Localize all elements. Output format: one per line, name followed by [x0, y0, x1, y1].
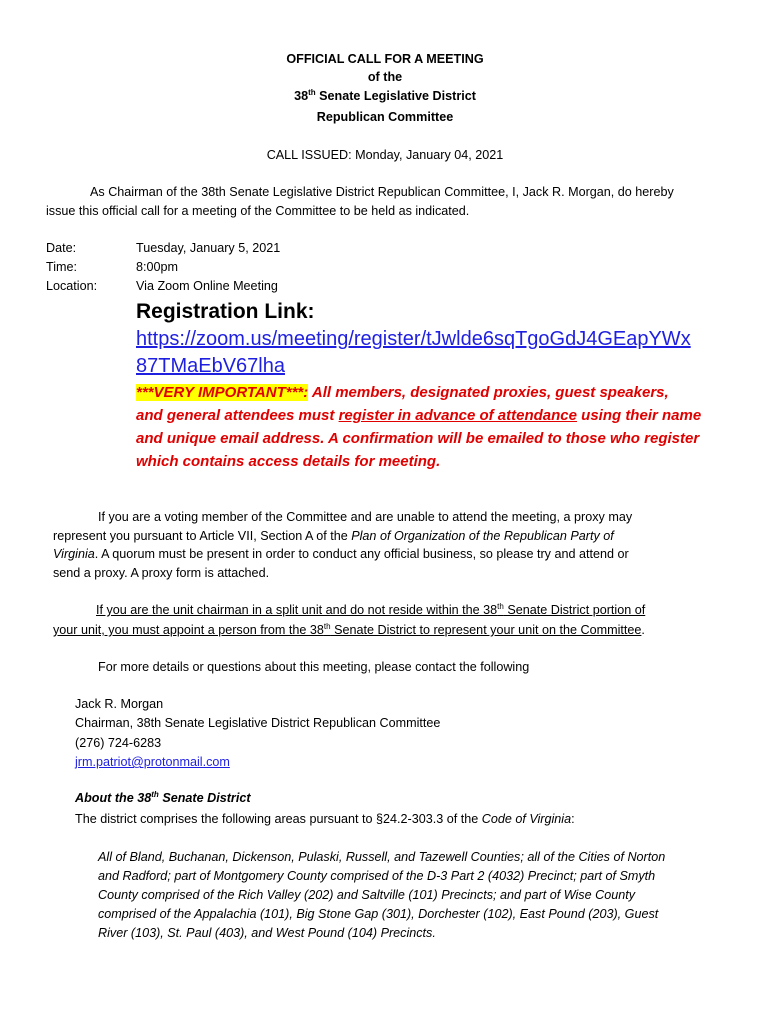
areas-line-4: comprised of the Appalachia (101), Big Stone Gap (301), Dorchester (102), East Pound (203), Guest — [98, 907, 659, 921]
areas-line-5: River (103), St. Paul (403), and West Pound (104) Precincts. — [98, 926, 436, 940]
date-value: Tuesday, January 5, 2021 — [136, 241, 281, 255]
intro-line-1: As Chairman of the 38th Senate Legislative District Republican Committee, I, Jack R. Morgan, do hereby — [90, 185, 674, 199]
time-label: Time: — [46, 260, 78, 274]
header-line-4: Republican Committee — [316, 110, 454, 124]
split-unit-line-1-pre: If you are the unit chairman in a split unit and do not reside within the 38 — [96, 603, 498, 617]
location-row — [46, 279, 278, 293]
about-line-text: The district comprises the following areas pursuant to §24.2-303.3 of the — [75, 812, 482, 826]
proxy-line-2 — [53, 529, 614, 543]
split-unit-line-1-sup: th — [497, 601, 504, 611]
registration-title: Registration Link: — [136, 300, 315, 323]
about-line — [75, 812, 575, 826]
areas-line-2: and Radford; part of Montgomery County comprised of the D-3 Part 2 (4032) Precinct; part of Smyth — [98, 869, 656, 883]
split-unit-line-1 — [62, 603, 645, 617]
contact-title: Chairman, 38th Senate Legislative District Republican Committee — [75, 716, 441, 730]
proxy-line-3-text: . A quorum must be present in order to conduct any official business, so please try and attend or — [94, 547, 629, 561]
contact-intro: For more details or questions about this meeting, please contact the following — [98, 660, 530, 674]
proxy-line-4: send a proxy. A proxy form is attached. — [53, 566, 270, 580]
contact-email-link[interactable]: jrm.patriot@protonmail.com — [75, 755, 230, 769]
call-issued: CALL ISSUED: Monday, January 04, 2021 — [266, 148, 504, 162]
header-line-3 — [0, 89, 770, 103]
registration-link-line-2[interactable]: 87TMaEbV67lha — [136, 355, 285, 377]
warning-line-1 — [136, 384, 669, 401]
proxy-line-1: If you are a voting member of the Committee and are unable to attend the meeting, a proxy may — [98, 510, 633, 524]
intro-line-2: issue this official call for a meeting of the Committee to be held as indicated. — [46, 204, 470, 218]
warning-line-2 — [136, 407, 701, 424]
location-label: Location: — [46, 279, 98, 293]
header-line-1: OFFICIAL CALL FOR A MEETING — [286, 52, 484, 66]
about-line-end: : — [571, 812, 575, 826]
split-unit-line-2-pre: your unit, you must appoint a person from the 38 — [53, 623, 324, 637]
split-unit-line-1-post: Senate District portion of — [503, 603, 646, 617]
about-heading-sup: th — [151, 789, 159, 799]
time-value: 8:00pm — [136, 260, 179, 274]
warning-prefix: ***VERY IMPORTANT***: — [136, 384, 309, 401]
plan-title-part-1: Plan of Organization of the Republican Party of — [351, 529, 614, 543]
proxy-line-2-text: represent you pursuant to Article VII, Section A of the — [53, 529, 352, 543]
warning-line-2-post: using their name — [576, 407, 702, 424]
proxy-line-3 — [53, 547, 629, 561]
about-heading-post: Senate District — [158, 791, 251, 805]
warning-line-1-text: All members, designated proxies, guest speakers, — [308, 384, 669, 401]
contact-phone: (276) 724-6283 — [75, 736, 162, 750]
warning-line-3: and unique email address. A confirmation will be emailed to those who register — [136, 430, 700, 447]
time-row — [46, 260, 178, 274]
about-heading — [75, 791, 251, 805]
split-unit-line-2-end: . — [641, 623, 645, 637]
registration-link-line-1[interactable]: https://zoom.us/meeting/register/tJwlde6sqTgoGdJ4GEapYWx — [136, 328, 691, 350]
areas-line-1: All of Bland, Buchanan, Dickenson, Pulaski, Russell, and Tazewell Counties; all of the Cities of Norton — [98, 850, 666, 864]
code-of-virginia: Code of Virginia — [481, 812, 572, 826]
header-line-2: of the — [367, 70, 403, 84]
header-district-number: 38 — [294, 89, 309, 103]
plan-title-part-2: Virginia — [53, 547, 95, 561]
areas-line-3: County comprised of the Rich Valley (202) and Saltville (101) Precincts; and part of Wise County — [98, 888, 636, 902]
date-row — [46, 241, 280, 255]
header-line-3-text: Senate Legislative District — [315, 89, 476, 103]
contact-name: Jack R. Morgan — [75, 697, 164, 711]
date-label: Date: — [46, 241, 77, 255]
warning-line-4: which contains access details for meeting. — [136, 453, 441, 470]
about-heading-pre: About the 38 — [75, 791, 152, 805]
warning-line-2-underlined: register in advance of attendance — [338, 407, 577, 424]
location-value: Via Zoom Online Meeting — [136, 279, 278, 293]
header-sup: th — [308, 87, 316, 97]
warning-line-2-pre: and general attendees must — [136, 407, 339, 424]
split-unit-line-2 — [44, 623, 645, 637]
split-unit-line-2-post: Senate District to represent your unit on the Committee — [330, 623, 642, 637]
split-unit-line-2-sup: th — [323, 621, 331, 631]
